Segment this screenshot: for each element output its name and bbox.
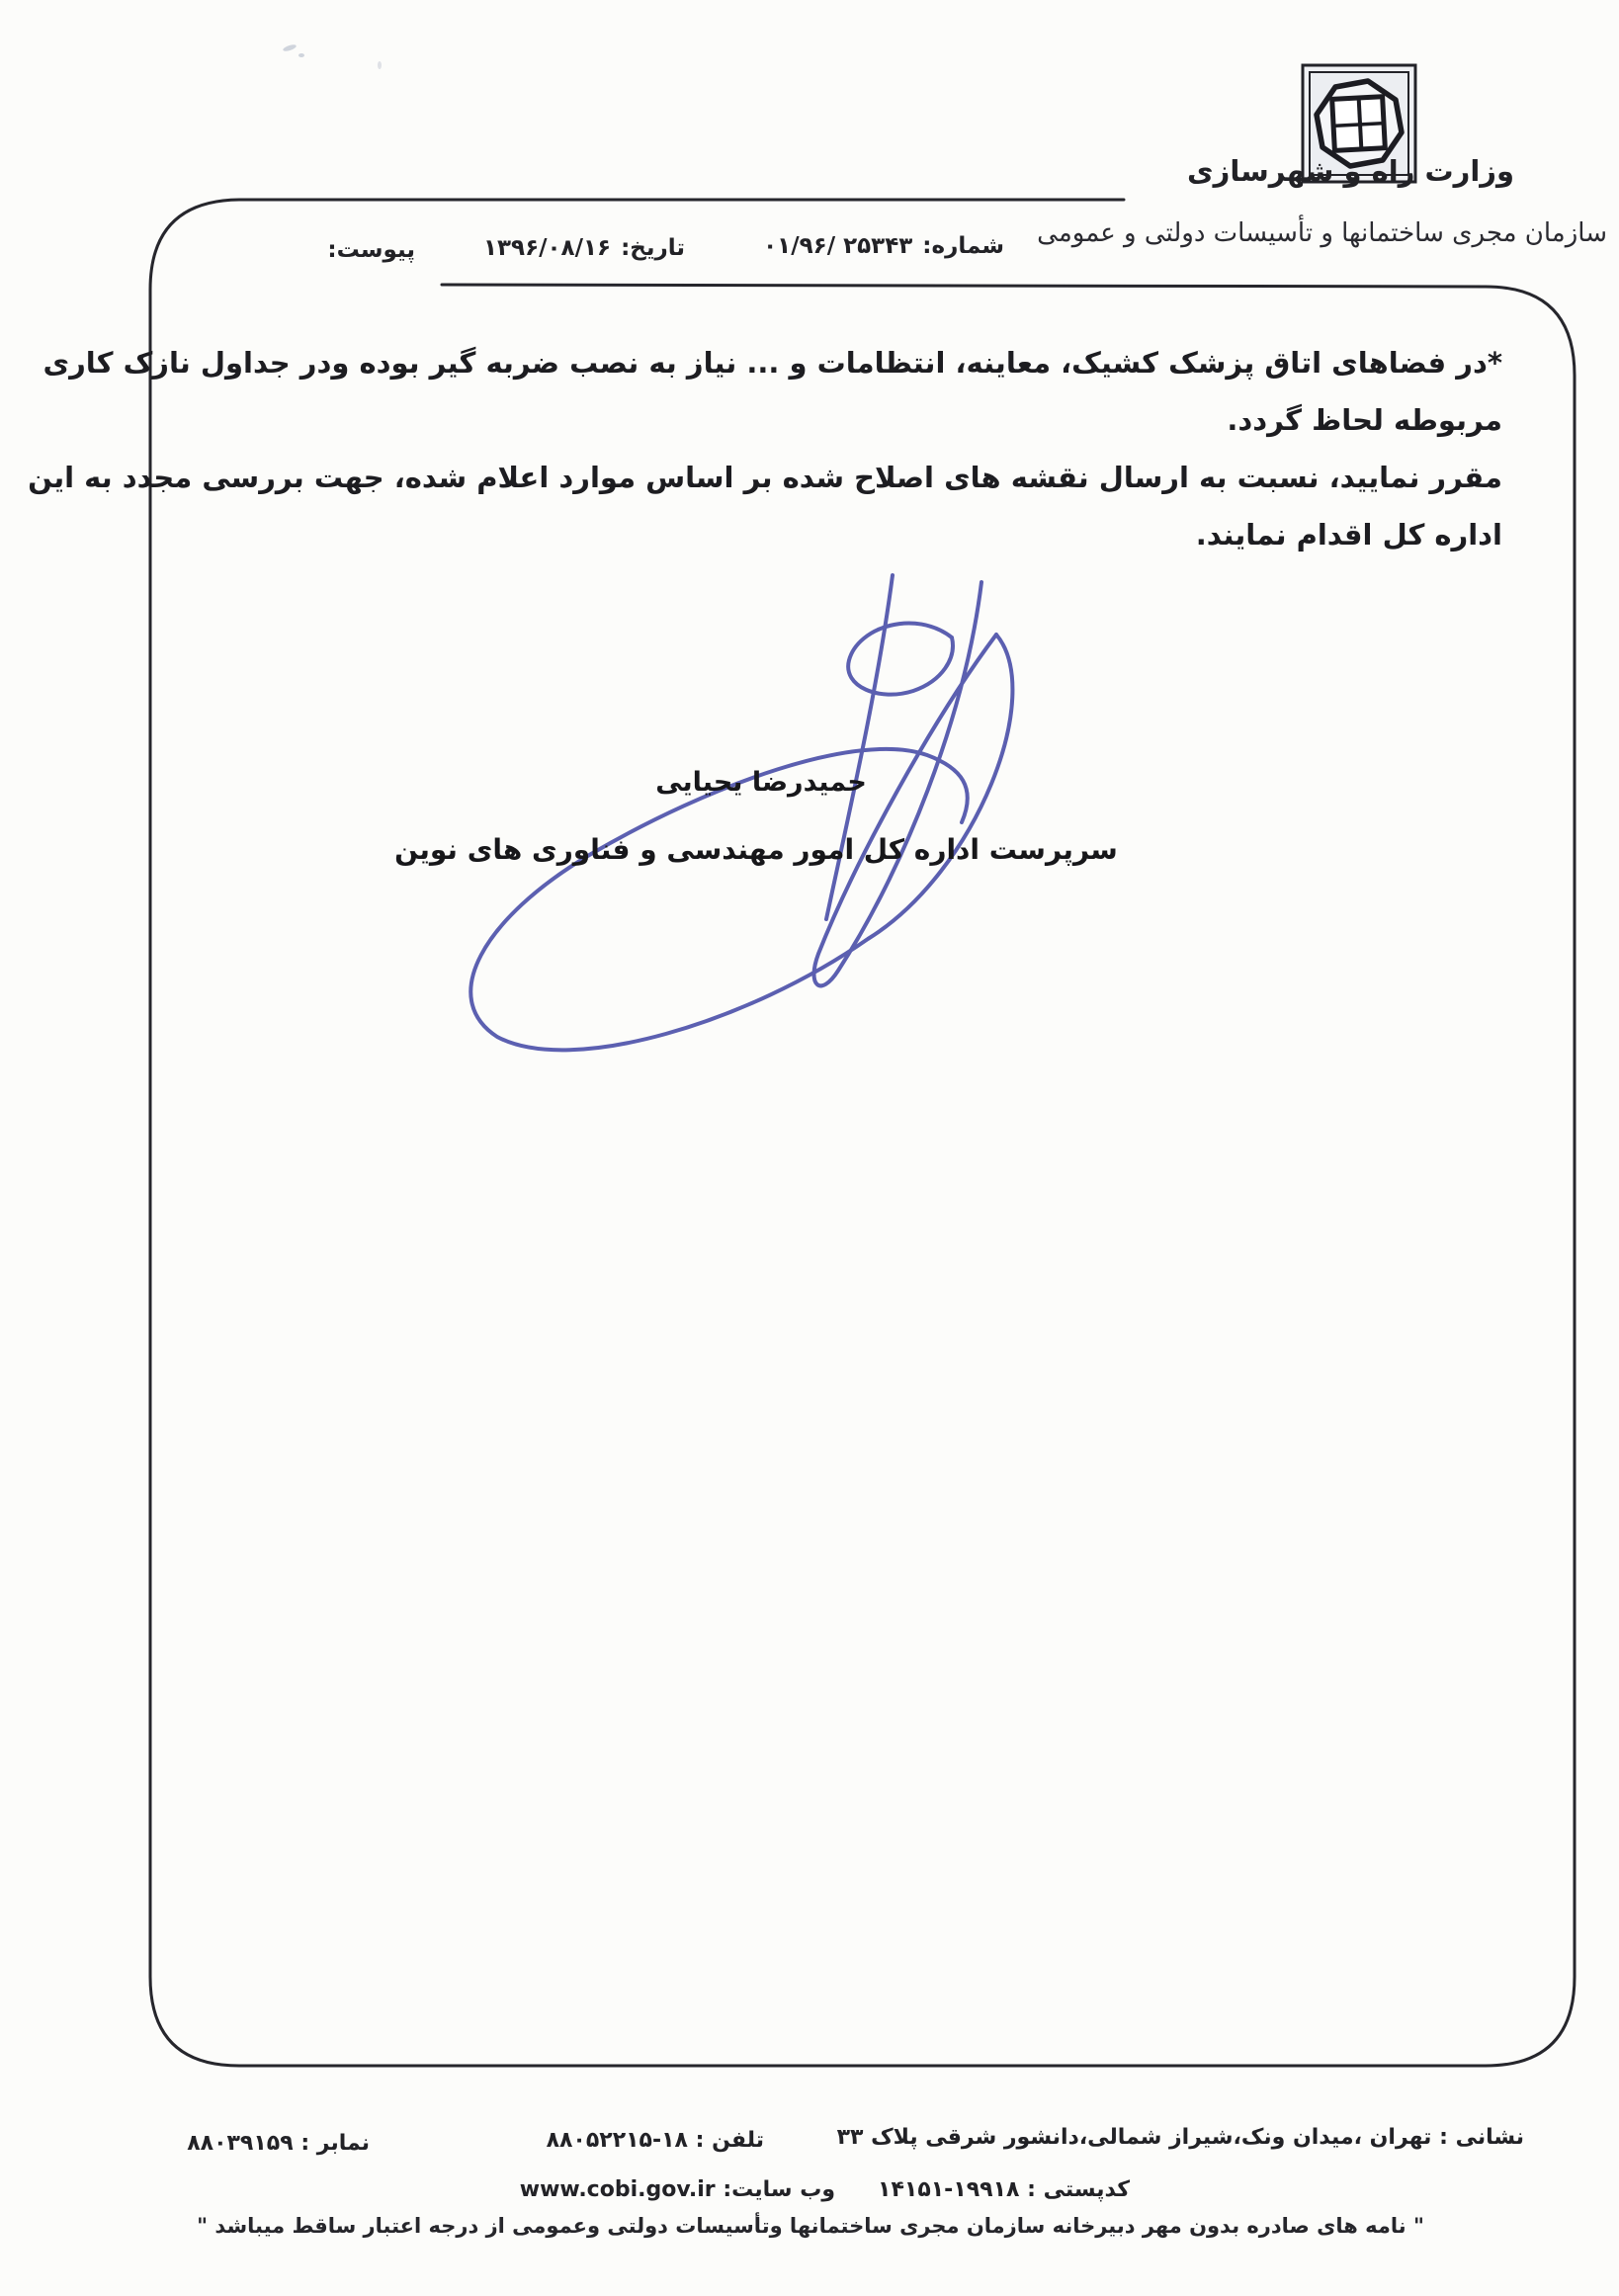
footer-website	[520, 2177, 835, 2202]
letter-number-field	[763, 233, 1004, 259]
body-paragraph	[28, 334, 1502, 563]
phone-label: تلفن :	[695, 2128, 764, 2153]
fax-label: نمابر :	[300, 2131, 370, 2156]
body-line: مقرر نمایید، نسبت به ارسال نقشه های اصلاح شده بر اساس موارد اعلام شده، جهت بررسی مجدد به این	[28, 461, 1502, 494]
body-line: مربوطه لحاظ گردد.	[1227, 403, 1502, 437]
attachment-label: پیوست:	[327, 237, 415, 263]
signature-ink	[848, 623, 953, 694]
address-label: نشانی :	[1439, 2125, 1524, 2150]
organization-subtitle: سازمان مجری ساختمانها و تأسیسات دولتی و عمومی	[1037, 218, 1607, 248]
signatory-title: سرپرست اداره کل امور مهندسی و فناوری های نوین	[394, 833, 1118, 866]
body-line: اداره کل اقدام نمایند.	[1195, 518, 1502, 552]
handwritten-signature-icon	[423, 546, 1075, 1084]
postal-label: کدپستی :	[1027, 2177, 1130, 2202]
phone-value: ۸۸۰۵۲۲۱۵-۱۸	[546, 2128, 688, 2153]
letter-date-field	[483, 235, 685, 261]
letter-date-value: ۱۳۹۶/۰۸/۱۶	[482, 235, 612, 261]
postal-value: ۱۴۱۵۱-۱۹۹۱۸	[878, 2177, 1020, 2202]
footer-fax	[187, 2131, 370, 2156]
website-value: www.cobi.gov.ir	[519, 2177, 716, 2202]
footer-postal-code	[878, 2177, 1130, 2202]
footer-phone	[547, 2128, 764, 2153]
letter-date-label: تاریخ:	[621, 235, 685, 261]
footer-address	[837, 2125, 1524, 2150]
letter-number-label: شماره:	[922, 233, 1004, 259]
signatory-name: حمیدرضا یحیایی	[655, 767, 867, 798]
letter-number-value: ۰۱/۹۶/ ۲۵۳۴۳	[763, 233, 913, 259]
body-line: *در فضاهای اتاق پزشک کشیک، معاینه، انتظامات و ... نیاز به نصب ضربه گیر بوده ودر جداول نازک کاری	[43, 346, 1502, 380]
ministry-title: وزارت راه و شهرسازی	[1187, 154, 1514, 188]
website-label: وب سایت:	[723, 2177, 835, 2202]
attachment-field	[327, 237, 415, 263]
fax-value: ۸۸۰۳۹۱۵۹	[187, 2131, 294, 2156]
footer-disclaimer: " نامه های صادره بدون مهر دبیرخانه سازمان مجری ساختمانها وتأسیسات دولتی وعمومی از درجه اعتبار ساقط میباشد "	[197, 2214, 1424, 2238]
address-value: تهران ،میدان ونک،شیراز شمالی،دانشور شرقی پلاک ۳۳	[836, 2125, 1432, 2150]
